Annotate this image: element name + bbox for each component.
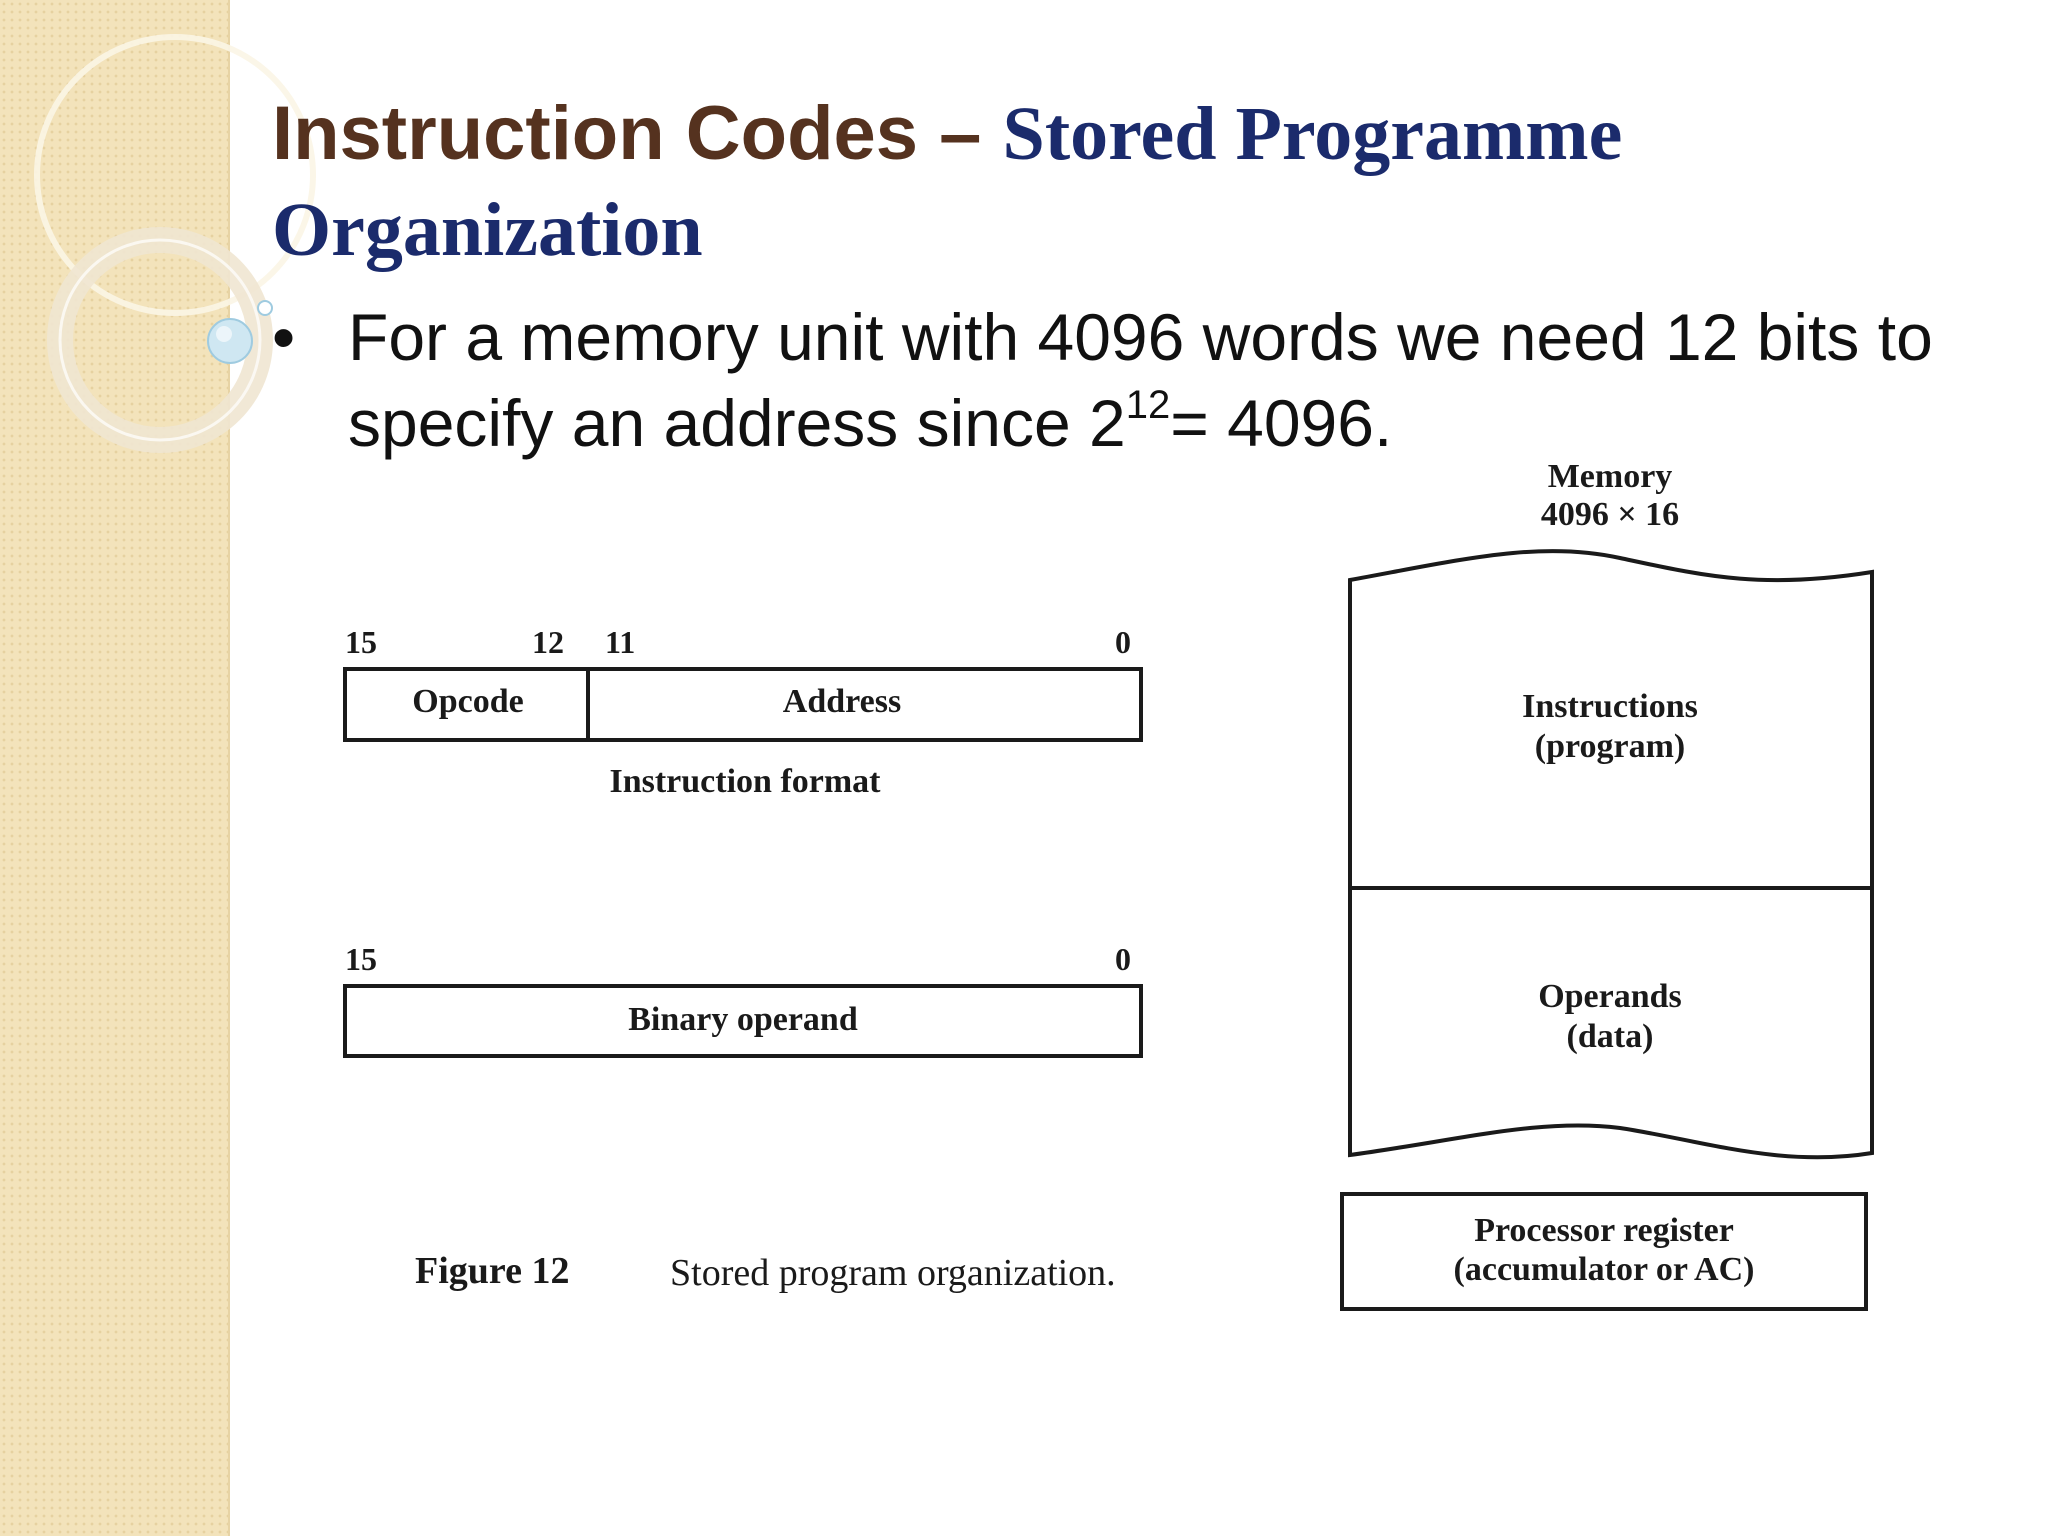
figure-caption-text: Stored program organization. xyxy=(670,1252,1116,1294)
memory-label: Memory xyxy=(1547,458,1673,495)
bullet-text-main: For a memory unit with 4096 words we need 12 bits to specify an address since 2 xyxy=(348,300,1933,460)
address-field: Address xyxy=(782,683,902,720)
binary-operand-format xyxy=(345,941,1141,1056)
title-part-1: Instruction Codes xyxy=(272,91,919,176)
memory-block xyxy=(1350,458,1872,1157)
instruction-format-caption: Instruction format xyxy=(609,763,881,800)
processor-register xyxy=(1342,1194,1866,1309)
operands-sublabel: (data) xyxy=(1566,1018,1654,1055)
register-label: Processor register xyxy=(1474,1212,1734,1249)
bit-0-label: 0 xyxy=(1115,624,1131,660)
register-sublabel: (accumulator or AC) xyxy=(1453,1251,1755,1288)
title-part-2: Stored Programme Organization xyxy=(272,92,1623,272)
instruction-format xyxy=(345,624,1141,800)
operand-bit-0-label: 0 xyxy=(1115,941,1131,977)
bullet-marker: • xyxy=(272,300,296,374)
bit-11-label: 11 xyxy=(605,624,636,660)
memory-outline xyxy=(1350,551,1872,1157)
opcode-field: Opcode xyxy=(412,683,524,720)
figure-number: Figure 12 xyxy=(415,1250,570,1292)
instructions-label: Instructions xyxy=(1522,688,1698,725)
title-dash: – xyxy=(918,91,1003,176)
figure-caption xyxy=(415,1250,1116,1294)
operands-label: Operands xyxy=(1538,978,1682,1015)
bullet-text-end: = 4096. xyxy=(1170,386,1393,460)
operand-bit-15-label: 15 xyxy=(345,941,377,977)
memory-size-label: 4096 × 16 xyxy=(1540,496,1680,533)
bit-15-label: 15 xyxy=(345,624,377,660)
bullet-exponent: 12 xyxy=(1125,383,1171,427)
bit-12-label: 12 xyxy=(532,624,564,660)
instructions-sublabel: (program) xyxy=(1534,728,1686,765)
binary-operand-field: Binary operand xyxy=(628,1001,858,1038)
